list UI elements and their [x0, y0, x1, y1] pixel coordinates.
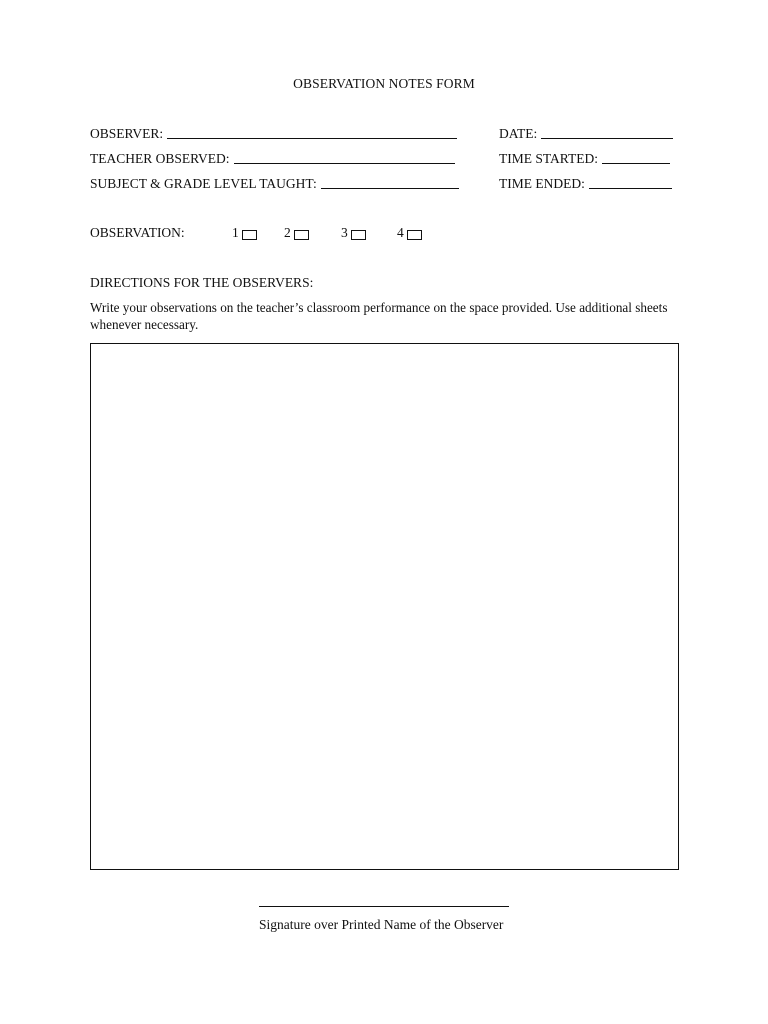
observation-option-4-label: 4: [397, 225, 404, 240]
date-field: [499, 126, 673, 142]
observation-option-2-label: 2: [284, 225, 291, 240]
time-ended-input-line[interactable]: [589, 176, 672, 189]
form-title: OBSERVATION NOTES FORM: [293, 76, 475, 91]
date-input-line[interactable]: [541, 126, 673, 139]
observation-option-4[interactable]: [397, 225, 422, 241]
teacher-input-line[interactable]: [234, 151, 455, 164]
subject-input-line[interactable]: [321, 176, 459, 189]
teacher-label: TEACHER OBSERVED:: [90, 151, 230, 166]
observation-option-3[interactable]: [341, 225, 366, 241]
observer-label: OBSERVER:: [90, 126, 164, 141]
observation-option-1[interactable]: [232, 225, 257, 241]
observation-label: OBSERVATION:: [90, 225, 185, 240]
observation-option-2[interactable]: [284, 225, 309, 241]
directions-heading: DIRECTIONS FOR THE OBSERVERS:: [90, 275, 314, 290]
signature-caption: Signature over Printed Name of the Observer: [259, 917, 504, 932]
observation-checkbox-4[interactable]: [407, 230, 422, 240]
observer-input-line[interactable]: [167, 126, 457, 139]
time-started-field: [499, 151, 670, 167]
observation-option-3-label: 3: [341, 225, 348, 240]
observation-checkbox-3[interactable]: [351, 230, 366, 240]
date-label: DATE:: [499, 126, 538, 141]
subject-label: SUBJECT & GRADE LEVEL TAUGHT:: [90, 176, 317, 191]
time-ended-label: TIME ENDED:: [499, 176, 585, 191]
time-ended-field: [499, 176, 672, 192]
observation-checkbox-1[interactable]: [242, 230, 257, 240]
subject-field: [90, 176, 459, 192]
directions-text: Write your observations on the teacher’s classroom performance on the space provided. Use additional sheets whenever necessary.: [90, 300, 668, 332]
observation-option-1-label: 1: [232, 225, 239, 240]
time-started-input-line[interactable]: [602, 151, 670, 164]
teacher-field: [90, 151, 455, 167]
observation-checkbox-2[interactable]: [294, 230, 309, 240]
observer-field: [90, 126, 457, 142]
time-started-label: TIME STARTED:: [499, 151, 598, 166]
observation-notes-box[interactable]: [90, 343, 679, 870]
signature-line[interactable]: [259, 906, 509, 907]
